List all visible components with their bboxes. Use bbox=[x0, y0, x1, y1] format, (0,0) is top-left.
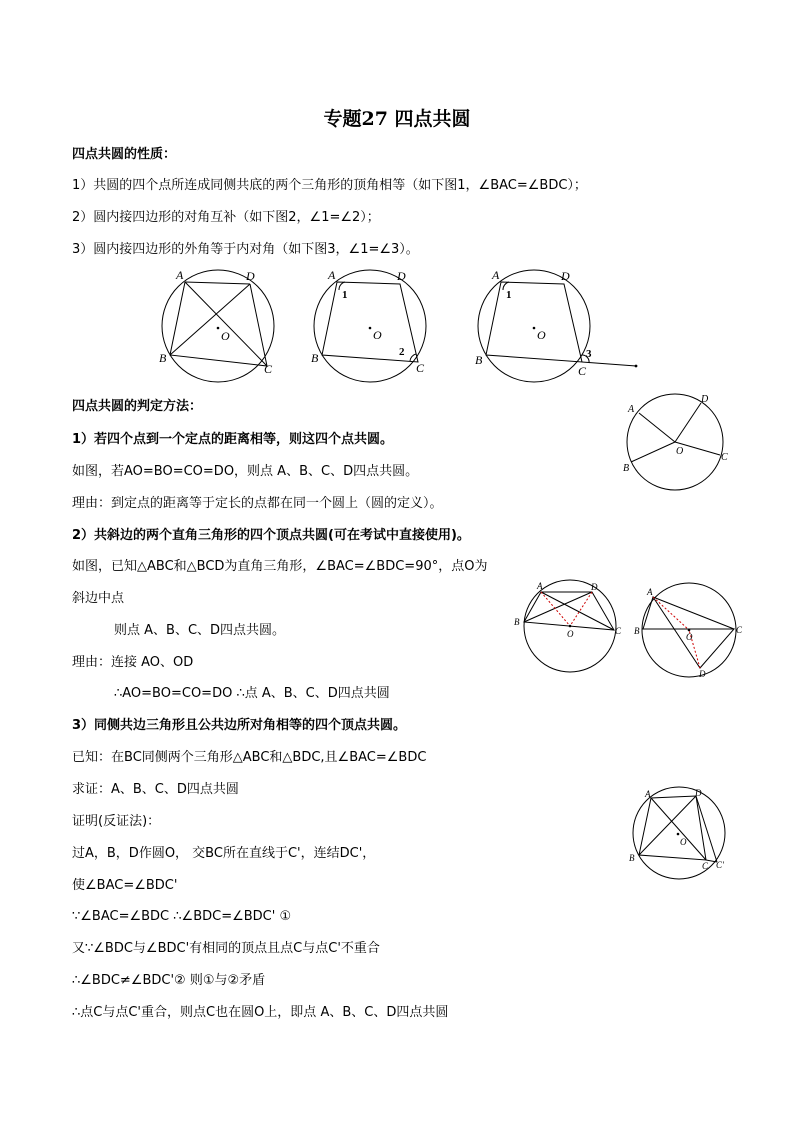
label-a: A bbox=[647, 587, 653, 597]
label-angle-3: 3 bbox=[586, 348, 592, 360]
method-1-diagram bbox=[624, 392, 734, 492]
method-2-title: 2）共斜边的两个直角三角形的四个顶点共圆(可在考试中直接使用)。 bbox=[72, 528, 470, 543]
method-2-diagram-a bbox=[514, 580, 624, 675]
label-c-prime: C' bbox=[716, 860, 724, 870]
label-b: B bbox=[629, 853, 635, 863]
method-2-line-5: ∴AO=BO=CO=DO ∴点 A、B、C、D四点共圆 bbox=[114, 686, 390, 701]
method-2-line-4: 理由：连接 AO、OD bbox=[72, 655, 194, 670]
label-c: C bbox=[578, 364, 587, 378]
method-3-title: 3）同侧共边三角形且公共边所对角相等的四个顶点共圆。 bbox=[72, 718, 407, 733]
method-3-given: 已知：在BC同侧两个三角形△ABC和△BDC,且∠BAC=∠BDC bbox=[72, 750, 427, 765]
label-c: C bbox=[615, 626, 622, 636]
method-3-proof-3: ∵∠BAC=∠BDC ∴∠BDC=∠BDC' ① bbox=[72, 909, 292, 924]
label-b: B bbox=[311, 351, 319, 365]
method-3-proof-1: 过A，B，D作圆O， 交BC所在直线于C'，连结DC'， bbox=[72, 846, 376, 861]
label-c: C bbox=[416, 361, 425, 375]
label-a: A bbox=[537, 581, 543, 591]
property-1: 1）共圆的四个点所连成同侧共底的两个三角形的顶角相等（如下图1，∠BAC=∠BDC）； bbox=[72, 178, 587, 193]
label-a: A bbox=[628, 404, 635, 415]
page-title: 专题27 四点共圆 bbox=[323, 108, 471, 130]
method-2-line-3: 则点 A、B、C、D四点共圆。 bbox=[114, 623, 286, 638]
method-3-proof-5: ∴∠BDC≠∠BDC'② 则①与②矛盾 bbox=[72, 973, 266, 988]
label-o: O bbox=[686, 632, 693, 642]
label-o: O bbox=[676, 446, 684, 457]
method-3-prove: 求证：A、B、C、D四点共圆 bbox=[72, 782, 239, 797]
label-a: A bbox=[492, 268, 500, 282]
label-b: B bbox=[159, 351, 167, 365]
method-2-line-1: 如图，已知△ABC和△BCD为直角三角形，∠BAC=∠BDC=90°，点O为 bbox=[72, 559, 488, 574]
label-d: D bbox=[246, 269, 255, 283]
label-b: B bbox=[475, 353, 483, 367]
method-1-title: 1）若四个点到一个定点的距离相等，则这四个点共圆。 bbox=[72, 432, 394, 447]
label-a: A bbox=[328, 268, 336, 282]
methods-heading: 四点共圆的判定方法： bbox=[72, 399, 203, 414]
label-angle-2: 2 bbox=[399, 346, 405, 358]
label-c: C bbox=[264, 362, 273, 376]
label-d: D bbox=[699, 669, 706, 679]
label-angle-1: 1 bbox=[342, 289, 348, 301]
label-c: C bbox=[721, 452, 728, 463]
label-d: D bbox=[695, 788, 702, 798]
label-angle-1: 1 bbox=[506, 289, 512, 301]
label-b: B bbox=[634, 626, 640, 636]
method-2-diagram-b bbox=[634, 580, 748, 680]
method-1-line-1: 如图，若AO=BO=CO=DO，则点 A、B、C、D四点共圆。 bbox=[72, 464, 419, 479]
label-b: B bbox=[514, 617, 520, 627]
label-o: O bbox=[680, 837, 687, 847]
label-a: A bbox=[645, 789, 651, 799]
label-d: D bbox=[591, 582, 598, 592]
method-3-proof-4: 又∵∠BDC与∠BDC'有相同的顶点且点C与点C'不重合 bbox=[72, 941, 380, 956]
method-3-proof-label: 证明(反证法)： bbox=[72, 814, 161, 829]
label-d: D bbox=[701, 394, 709, 405]
label-o: O bbox=[537, 328, 546, 342]
property-3: 3）圆内接四边形的外角等于内对角（如下图3，∠1=∠3）。 bbox=[72, 242, 419, 257]
label-d: D bbox=[561, 269, 570, 283]
label-o: O bbox=[221, 329, 230, 343]
label-d: D bbox=[397, 269, 406, 283]
figure-1-diagram bbox=[160, 268, 290, 388]
method-2-line-2: 斜边中点 bbox=[72, 591, 125, 606]
method-1-line-2: 理由：到定点的距离等于定长的点都在同一个圆上（圆的定义）。 bbox=[72, 496, 443, 511]
figure-2-diagram bbox=[312, 268, 442, 388]
label-c: C bbox=[702, 861, 709, 871]
label-c: C bbox=[736, 625, 743, 635]
figure-3-diagram bbox=[476, 268, 646, 388]
method-3-proof-2: 使∠BAC=∠BDC' bbox=[72, 878, 178, 893]
label-o: O bbox=[567, 629, 574, 639]
method-3-proof-6: ∴点C与点C'重合，则点C也在圆O上，即点 A、B、C、D四点共圆 bbox=[72, 1005, 449, 1020]
property-2: 2）圆内接四边形的对角互补（如下图2，∠1=∠2）； bbox=[72, 210, 380, 225]
label-a: A bbox=[176, 268, 184, 282]
label-o: O bbox=[373, 328, 382, 342]
method-3-diagram bbox=[628, 786, 738, 886]
properties-heading: 四点共圆的性质： bbox=[72, 147, 177, 162]
label-b: B bbox=[623, 463, 630, 474]
